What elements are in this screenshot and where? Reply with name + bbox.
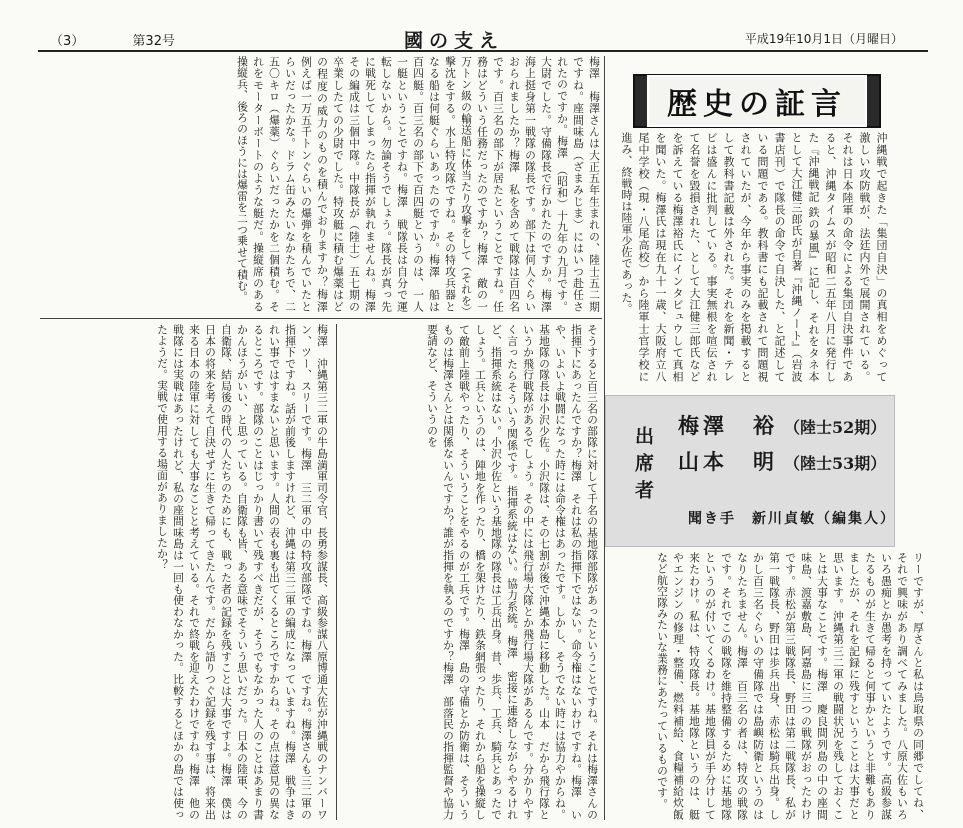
guest-umezawa xyxy=(678,410,886,440)
attendees-label: 出席者 xyxy=(632,426,654,507)
article-lower-right-block: リーですが、厚さんと私は鳥取県の同郷でしてね、それで興味があり調べてみました。八原大佐もいろいろ愚痴とか愚考を持っていたようです。高級参謀たるものが生きて帰ると何事かというと非難もありましたが、それを記録に残すということは大事だと思います。沖縄第三二軍の戦闘状況を残しておくことは大事なことです。梅澤 慶良間列島の中の座間味島、渡嘉敷島、阿嘉島に三つの戦隊がおったわけです。赤松が第三戦隊長、野田は第二戦隊長、私が第一戦隊長、野田は歩兵出身、赤松は騎兵出身。しかし百三名ぐらいの守備隊では島嶼防衛というのはなりたちません。梅澤 百三名の者は、特攻の戦隊です。それでこの戦隊を維持整備するために基地隊というのが付いてくるわけ。基地隊員が手分けして来たわけ。私は、特攻隊長。基地隊というのは、艇やエンジンの修理・整備、燃料補給、食糧補給炊飯など航空隊みたいな業務にあたっているものです。 xyxy=(656,552,925,820)
header-rule xyxy=(38,50,928,52)
article-upper-block: 梅澤 梅澤さんは大正五年生まれの、陸士五二期ですね。座間味島（ざまみじま）にはいつ赴任されたのですか。梅澤 （昭和）十九年の九月です。大尉でした。守備隊長で行かれたのですか。梅澤 海上挺身第一戦隊の隊長です。部下は何人ぐらいおられましたか？梅澤 私を含めて戦隊は百四名です。百三名の部下が居たということですね。任務はどういう任務だったのですか？梅澤 敵の一万トン級の輸送船に体当たり攻撃をして（それを）撃沈をする。水上特攻隊ですね。その特攻兵器となる船は何艇ぐらいあったのですか。梅澤 船は百四艇。百三名の部下で百四艇というのは、一人一艇ということですね。梅澤 戦隊長は自分で運転しないから。勿論そうでしょう。隊長が真っ先に戦死してしまったら指揮が執れませんね。梅澤 その編成は三個中隊。中隊長が（陸士）五七期の卒業したての少尉でした。特攻艇に積む爆薬はどの程度の威力のものを積んでおりますか？梅澤 例えば一万五千トンぐらいの爆弾を積んでいたとらいだったかな。ドラム缶みたいなかたちで、二五〇キロ（爆薬）ぐらいだったかを二個積む。それをモーターボートのような艇だ。操縦席のある操縦兵、後ろのほうには爆雷を二つ乗せて積む。 xyxy=(236,56,601,324)
guest-class: （陸士52期） xyxy=(784,418,887,437)
issue-number: 第32号 xyxy=(132,34,175,49)
guest-name: 梅澤 裕 xyxy=(678,413,778,438)
issue-date: 平成19年10月1日（月曜日） xyxy=(744,32,903,46)
masthead: 國の支え xyxy=(404,30,505,52)
page-header-left xyxy=(50,30,219,49)
page-number: （3） xyxy=(50,34,85,49)
guest-yamamoto xyxy=(678,446,886,476)
article-lower-mid-block: そうすると百三名の部隊に対して千名の基地隊部隊があったということですね。それは梅澤さんの指揮下にあったんですか？梅澤 それは私の指揮下ではない。命令権はないわけですね。梅澤 いや、いよいよ戦闘になった時には命令権はあったです。しかし、そうでない時には協力やからね。基地隊の隊長は小沢少佐。小沢隊は、その七割が後で沖縄本島に移動した。山本 だから飛行隊というか飛行戦隊があるでしょう。その中には飛行場大隊とか飛行場大隊があるんです。分かりやすく言ったらそういう関係です。指揮系統はない。協力系統。梅澤 密接に連絡しながらやるけれど、指揮系統はない。小沢少佐という基地隊の隊長は工兵出身。昔、歩兵、工兵、騎兵とあったでしょう。工兵というのは、陣地を作ったり、橋を架けたり、鉄条網張ったり、それから船を操縦して敵前上陸戦やったり、そういうことをやるのが工兵です。梅澤 島の守備とか防衛は、そういうものは梅澤さんとは関係ないんですか？誰が指揮を執るのですか？梅澤 部落民の指揮監督や協力要請など、そういうのを xyxy=(426,324,599,820)
guest-class: （陸士53期） xyxy=(784,454,887,473)
column-rule xyxy=(40,318,602,319)
interviewer: 聞き手 新川貞敏（編集人） xyxy=(688,511,896,527)
page-header xyxy=(0,0,963,52)
attendees-box xyxy=(605,395,895,547)
guest-name: 山本 明 xyxy=(678,449,778,474)
column-divider xyxy=(336,324,337,820)
section-title: 歴史の証言 xyxy=(647,75,867,127)
intro-text: 沖縄戦で起きた「集団自決」の真相をめぐって激しい攻防戦が、法廷内外で展開されている。それは日本陸軍の命令による集団自決事件であると、沖縄タイムスが昭和二五年八月に発行した『沖縄戦記 鉄の暴風』に記し、それをタネ本として大江健三郎氏が自著『沖縄ノート』（岩波書店刊）で隊長の命令で自決した、と記述している問題である。教科書にも記載されて問題視されていたが、今年から事実のみを掲載するとして教科書記載は外された。それを新聞・テレビは盛んに批判している。事実無根を喧伝されて名誉を毀損された、として大江健三郎氏などを訴えている梅澤裕氏にインタビュウして真相を聞いた。梅澤氏は現在九十一歳、大阪府立八尾中学校（現・八尾高校）から陸軍士官学校に進み、終戦時は陸軍少佐であった。 xyxy=(620,132,888,382)
section-title-box xyxy=(633,74,881,128)
column-divider xyxy=(604,56,605,820)
article-lower-left-block: 梅澤 沖縄第三二軍の牛島満軍司令官、長勇参謀長、高級参謀八原博通大佐が沖縄戦のナンバーワン、ツー、スリーです。梅澤 三二軍の中の特攻部隊ですね。梅澤 ですね。梅澤さんも三二軍の指揮下ですね。話が前後しますけれど、沖縄は第三二軍の編成になっていますね。梅澤 戦争はきれい事ではすまないと思います。人間の表も裏も出てくるところですからね。その点は意見の異なるところです。部隊のことはじっかり書いて残すべきだが、そうでもなかった人のことはあまり書かんほうがいい、と思っている。自衛隊も皆、ある意味でそういう思いだった。日本の陸軍、今の自衛隊、結局後の時代の人たちのためにも、戦った者の記録を残すことは大事ですよ。梅澤 僕は日本の将来を考えて自決せずに生きて帰ってきたんです。だから語りつぐ記録を残す事は、将来出来る日本の陸軍に対しても大事なことと考えている。それで終戦を迎えたわけですね。梅澤 他の戦隊には実戦はあったけれど、私の座間味島は一回も使わなかった。比較するとほかの島では使ったようだ。実戦で使用する場面がありましたか？ xyxy=(156,324,329,820)
